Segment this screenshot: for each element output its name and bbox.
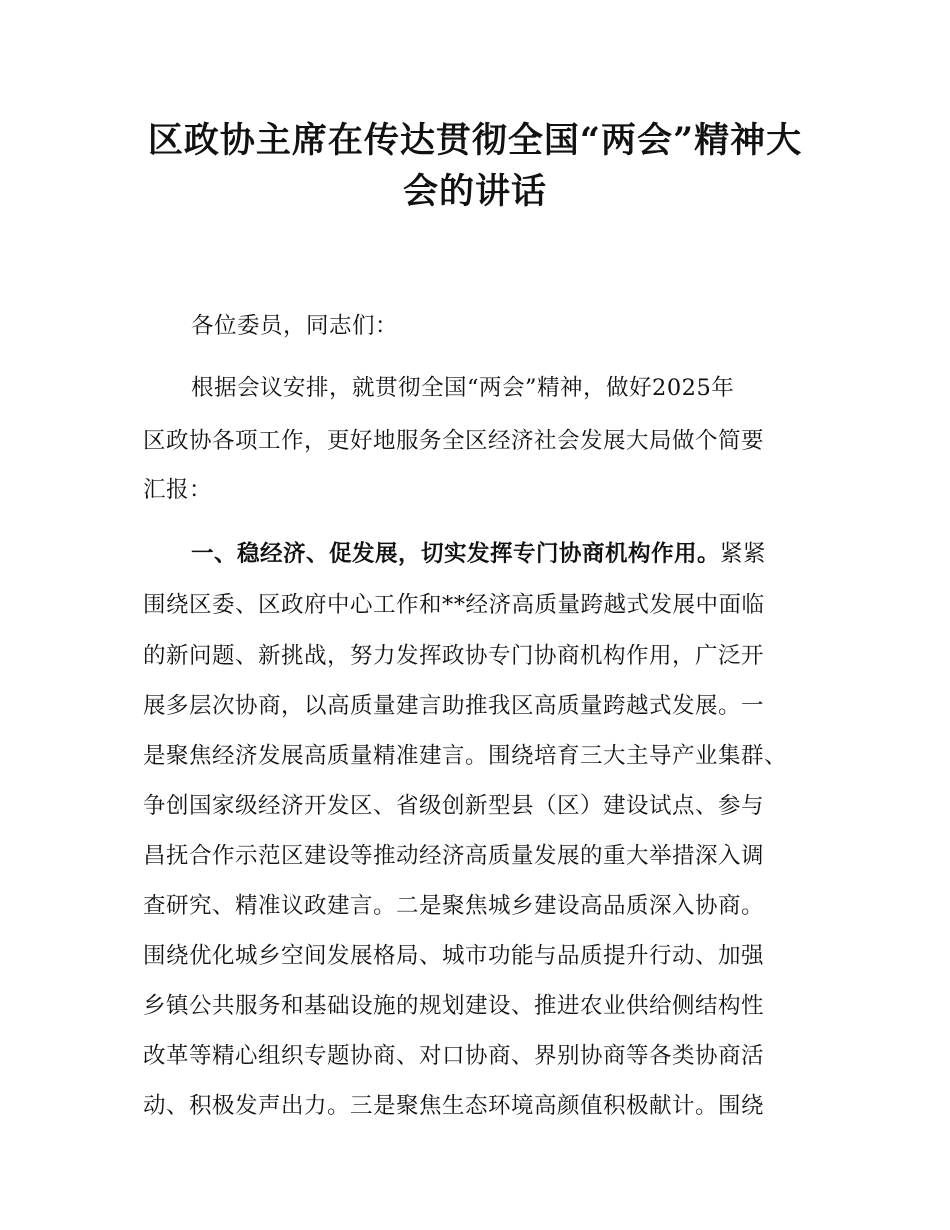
salutation: 各位委员，同志们： xyxy=(191,313,399,339)
section1-line-10: 乡镇公共服务和基础设施的规划建设、推进农业供给侧结构性 xyxy=(143,993,765,1019)
document-title-line-1: 区政协主席在传达贯彻全国“两会”精神大 xyxy=(147,120,803,161)
intro-line-3: 汇报： xyxy=(143,477,213,503)
intro-line-2: 区政协各项工作，更好地服务全区经济社会发展大局做个简要 xyxy=(143,428,765,454)
section1-line-5: 是聚焦经济发展高质量精准建言。围绕培育三大主导产业集群、 xyxy=(143,743,788,769)
section1-line-1-tail: 紧紧 xyxy=(720,541,767,567)
section1-heading: 一、稳经济、促发展，切实发挥专门协商机构作用。 xyxy=(191,541,721,567)
section1-line-6: 争创国家级经济开发区、省级创新型县（区）建设试点、参与 xyxy=(143,793,765,819)
section1-line-4: 展多层次协商，以高质量建言助推我区高质量跨越式发展。一 xyxy=(143,693,765,719)
section1-line-7: 昌抚合作示范区建设等推动经济高质量发展的重大举措深入调 xyxy=(143,843,765,869)
section1-line-12: 动、积极发声出力。三是聚焦生态环境高颜值积极献计。围绕 xyxy=(143,1093,765,1119)
document-title-line-2: 会的讲话 xyxy=(402,171,547,212)
section1-line-9: 围绕优化城乡空间发展格局、城市功能与品质提升行动、加强 xyxy=(143,943,765,969)
intro-line-1: 根据会议安排，就贯彻全国“两会”精神，做好2025年 xyxy=(191,375,735,401)
section1-first-line xyxy=(191,538,766,570)
section1-line-11: 改革等精心组织专题协商、对口协商、界别协商等各类协商活 xyxy=(143,1043,765,1069)
section1-line-3: 的新问题、新挑战，努力发挥政协专门协商机构作用，广泛开 xyxy=(143,643,765,669)
section1-line-2: 围绕区委、区政府中心工作和**经济高质量跨越式发展中面临 xyxy=(143,592,765,618)
section1-line-8: 查研究、精准议政建言。二是聚焦城乡建设高品质深入协商。 xyxy=(143,893,765,919)
